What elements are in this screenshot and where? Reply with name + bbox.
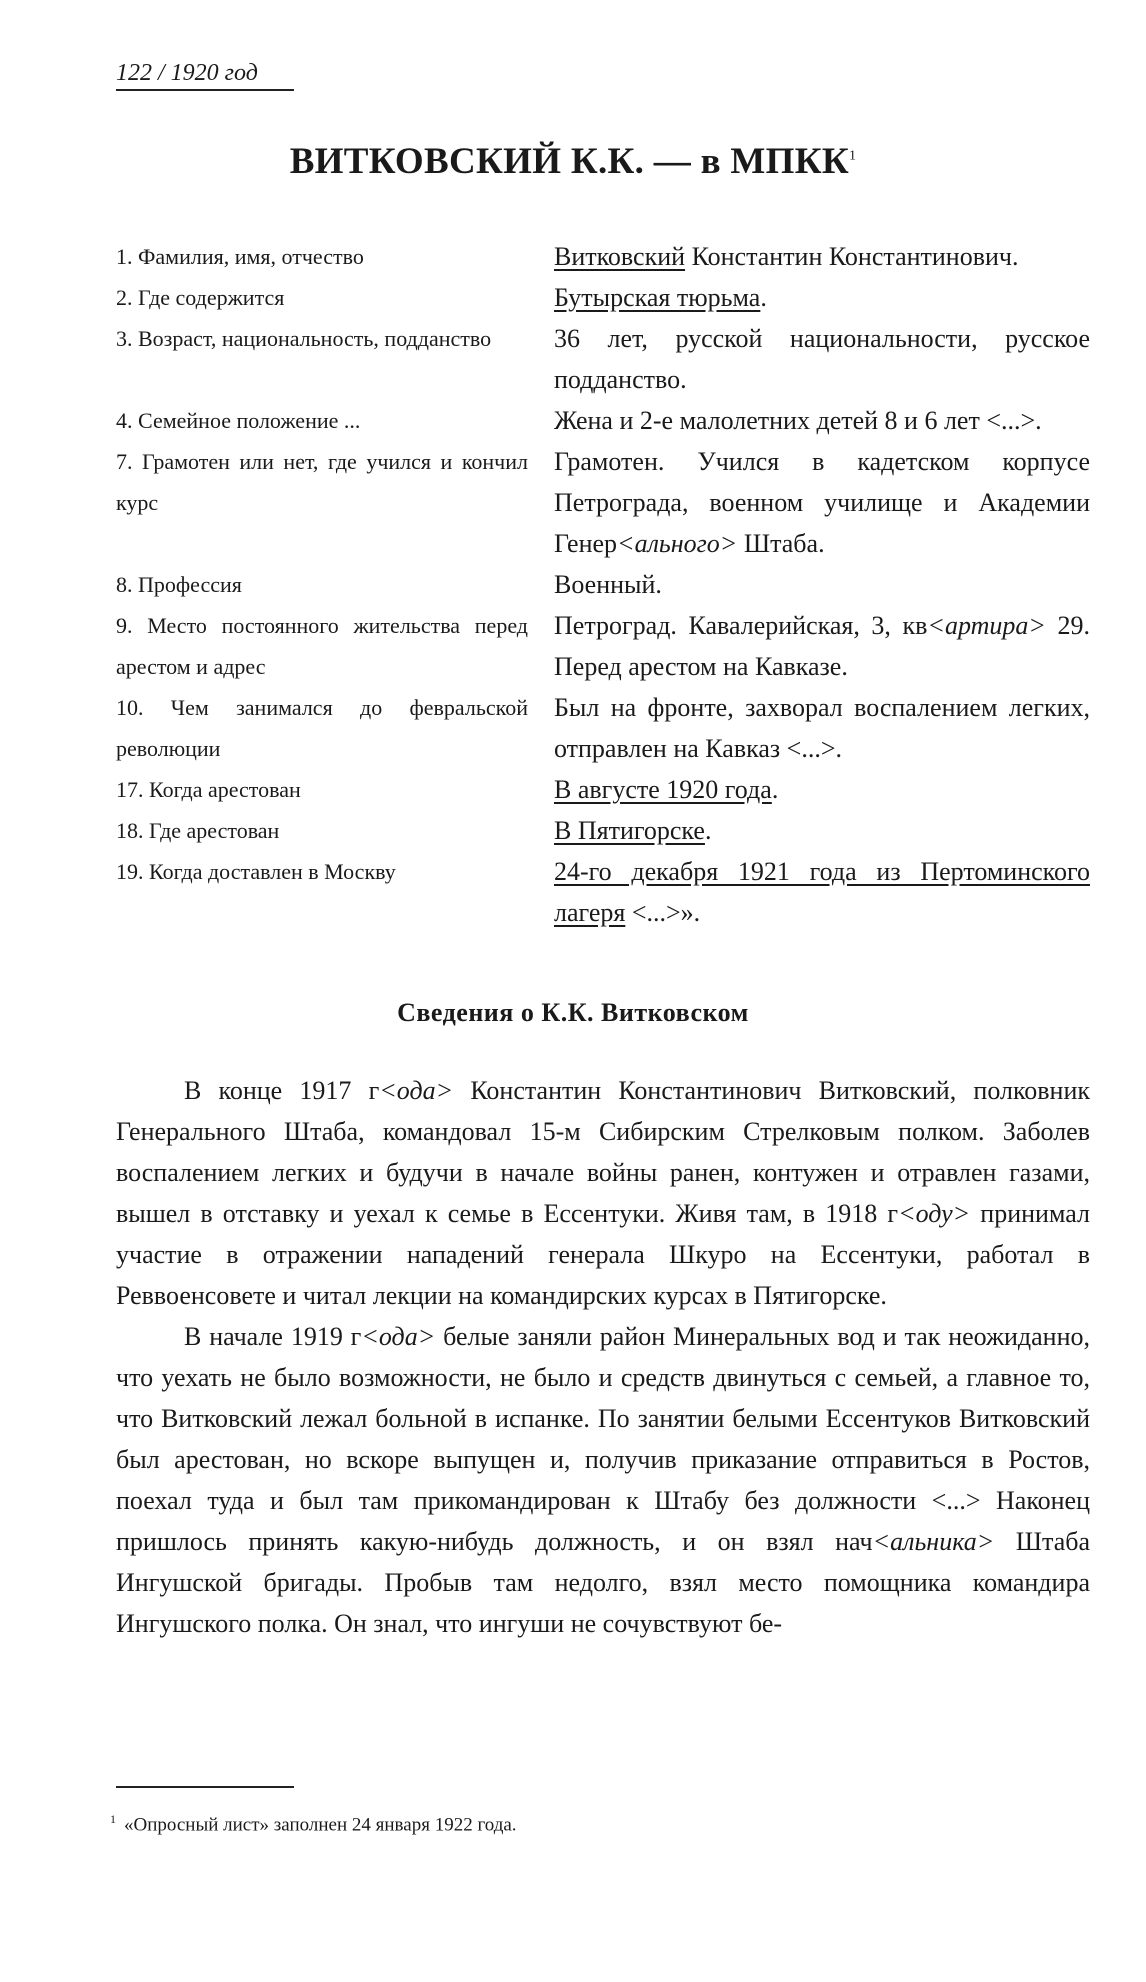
text-run: 24-го декабря 1921 года из Пертоминского лагеря	[554, 857, 1090, 927]
document-title	[0, 140, 1146, 183]
question-cell: 3. Возраст, национальность, подданство	[116, 326, 492, 351]
answer-cell	[540, 564, 1090, 605]
text-run: В Пятигорске	[554, 816, 705, 845]
text-run: Петроград. Кавалерийская, 3, кв	[554, 611, 928, 640]
answer-cell	[540, 318, 1090, 400]
text-run: <ода>	[361, 1322, 436, 1351]
section-subheading: Сведения о К.К. Витковском	[397, 998, 749, 1027]
question-cell: 10. Чем занимался до февральской революции	[116, 695, 528, 761]
questionnaire-row	[116, 687, 1090, 769]
text-run: Грамотен. Учился в кадетском корпусе Петрограда, военном училище и Академии Генер	[554, 447, 1090, 558]
text-run: <ального>	[617, 529, 738, 558]
answer-cell	[540, 605, 1090, 687]
text-run: <альника>	[872, 1527, 995, 1556]
text-run: Военный.	[554, 570, 662, 599]
answer-cell	[540, 687, 1090, 769]
text-run: В начале 1919 г	[184, 1322, 362, 1351]
answer-cell	[540, 769, 1090, 810]
question-cell: 1. Фамилия, имя, отчество	[116, 244, 364, 269]
question-cell: 17. Когда арестован	[116, 777, 301, 802]
question-cell: 4. Семейное положение ...	[116, 408, 361, 433]
questionnaire-row	[116, 769, 1090, 810]
text-run: .	[771, 775, 779, 804]
questionnaire-table	[116, 236, 1090, 933]
text-run: Бутырская тюрьма	[554, 283, 761, 312]
text-run: <ода>	[379, 1076, 454, 1105]
body-paragraph	[116, 1070, 1090, 1316]
text-run: Жена и 2-е малолетних детей 8 и 6 лет <...>.	[554, 406, 1042, 435]
text-run: .	[760, 283, 767, 312]
text-run: В конце 1917 г	[184, 1076, 380, 1105]
text-run: <оду>	[898, 1199, 971, 1228]
text-run: Штаба Ингушской бригады. Пробыв там недолго, взял место помощника командира Ингушского полка. Он знал, что ингуши не сочувствуют бе-	[116, 1527, 1090, 1638]
question-cell: 2. Где содержится	[116, 285, 285, 310]
questionnaire-row	[116, 810, 1090, 851]
text-run: Витковский	[554, 242, 686, 271]
question-cell: 7. Грамотен или нет, где учился и кончил курс	[116, 449, 528, 515]
text-run: Константин Константинович Витковский, полковник Генерального Штаба, командовал 15-м Сибирским Стрелковым полком. Заболев воспалением легких и будучи в начале войны ранен, контужен и отравлен газами, вышел в отставку и уехал к семье в Ессентуки. Живя там, в 1918 г	[116, 1076, 1090, 1228]
text-run: Константин Константинович.	[685, 242, 1019, 271]
questionnaire-row	[116, 564, 1090, 605]
body-text	[116, 1070, 1090, 1644]
text-run: 36 лет, русской национальности, русское подданство.	[554, 324, 1090, 394]
text-run: В августе 1920 года	[554, 775, 772, 804]
question-cell: 19. Когда доставлен в Москву	[116, 859, 396, 884]
answer-cell	[540, 277, 1090, 318]
questionnaire-row	[116, 605, 1090, 687]
body-paragraph	[116, 1316, 1090, 1644]
text-run: белые заняли район Минеральных вод и так неожиданно, что уехать не было возможности, не было и средств двинуться с семьей, а главное то, что Витковский лежал больной в испанке. По занятии белыми Ессентуков Витковский был арестован, но вскоре выпущен и, получив приказание отправиться в Ростов, поехал туда и был там прикомандирован к Штабу без должности <...> Наконец пришлось принять какую-нибудь должность, и он взял нач	[116, 1322, 1091, 1556]
title-text: ВИТКОВСКИЙ К.К. — в МПКК	[289, 141, 849, 182]
footnote-text: «Опросный лист» заполнен 24 января 1922 года.	[124, 1814, 517, 1836]
footnote-rule	[116, 1786, 294, 1788]
footnote	[110, 1805, 1090, 1839]
questionnaire-row	[116, 277, 1090, 318]
question-cell: 18. Где арестован	[116, 818, 280, 843]
questionnaire-row	[116, 851, 1090, 933]
text-run: <...>».	[625, 898, 701, 927]
text-run: Штаба.	[737, 529, 825, 558]
answer-cell	[540, 400, 1090, 441]
questionnaire-row	[116, 400, 1090, 441]
text-run: Был на фронте, захворал воспалением легких, отправлен на Кавказ <...>.	[554, 693, 1090, 763]
answer-cell	[540, 441, 1090, 564]
question-cell: 9. Место постоянного жительства перед арестом и адрес	[116, 613, 528, 679]
title-footnote-mark: 1	[849, 148, 857, 164]
answer-cell	[540, 236, 1090, 277]
answer-cell	[540, 851, 1090, 933]
questionnaire-row	[116, 236, 1090, 277]
footnote-mark: 1	[110, 1812, 116, 1826]
running-head: 122 / 1920 год	[116, 60, 294, 91]
text-run: принимал участие в отражении нападений генерала Шкуро на Ессентуки, работал в Реввоенсовете и читал лекции на командирских курсах в Пятигорске.	[116, 1199, 1090, 1310]
question-cell: 8. Профессия	[116, 572, 242, 597]
questionnaire-row	[116, 441, 1090, 564]
questionnaire-row	[116, 318, 1090, 400]
text-run: .	[704, 816, 712, 845]
answer-cell	[540, 810, 1090, 851]
text-run: 29. Перед арестом на Кавказе.	[554, 611, 1091, 681]
text-run: <артира>	[927, 611, 1046, 640]
